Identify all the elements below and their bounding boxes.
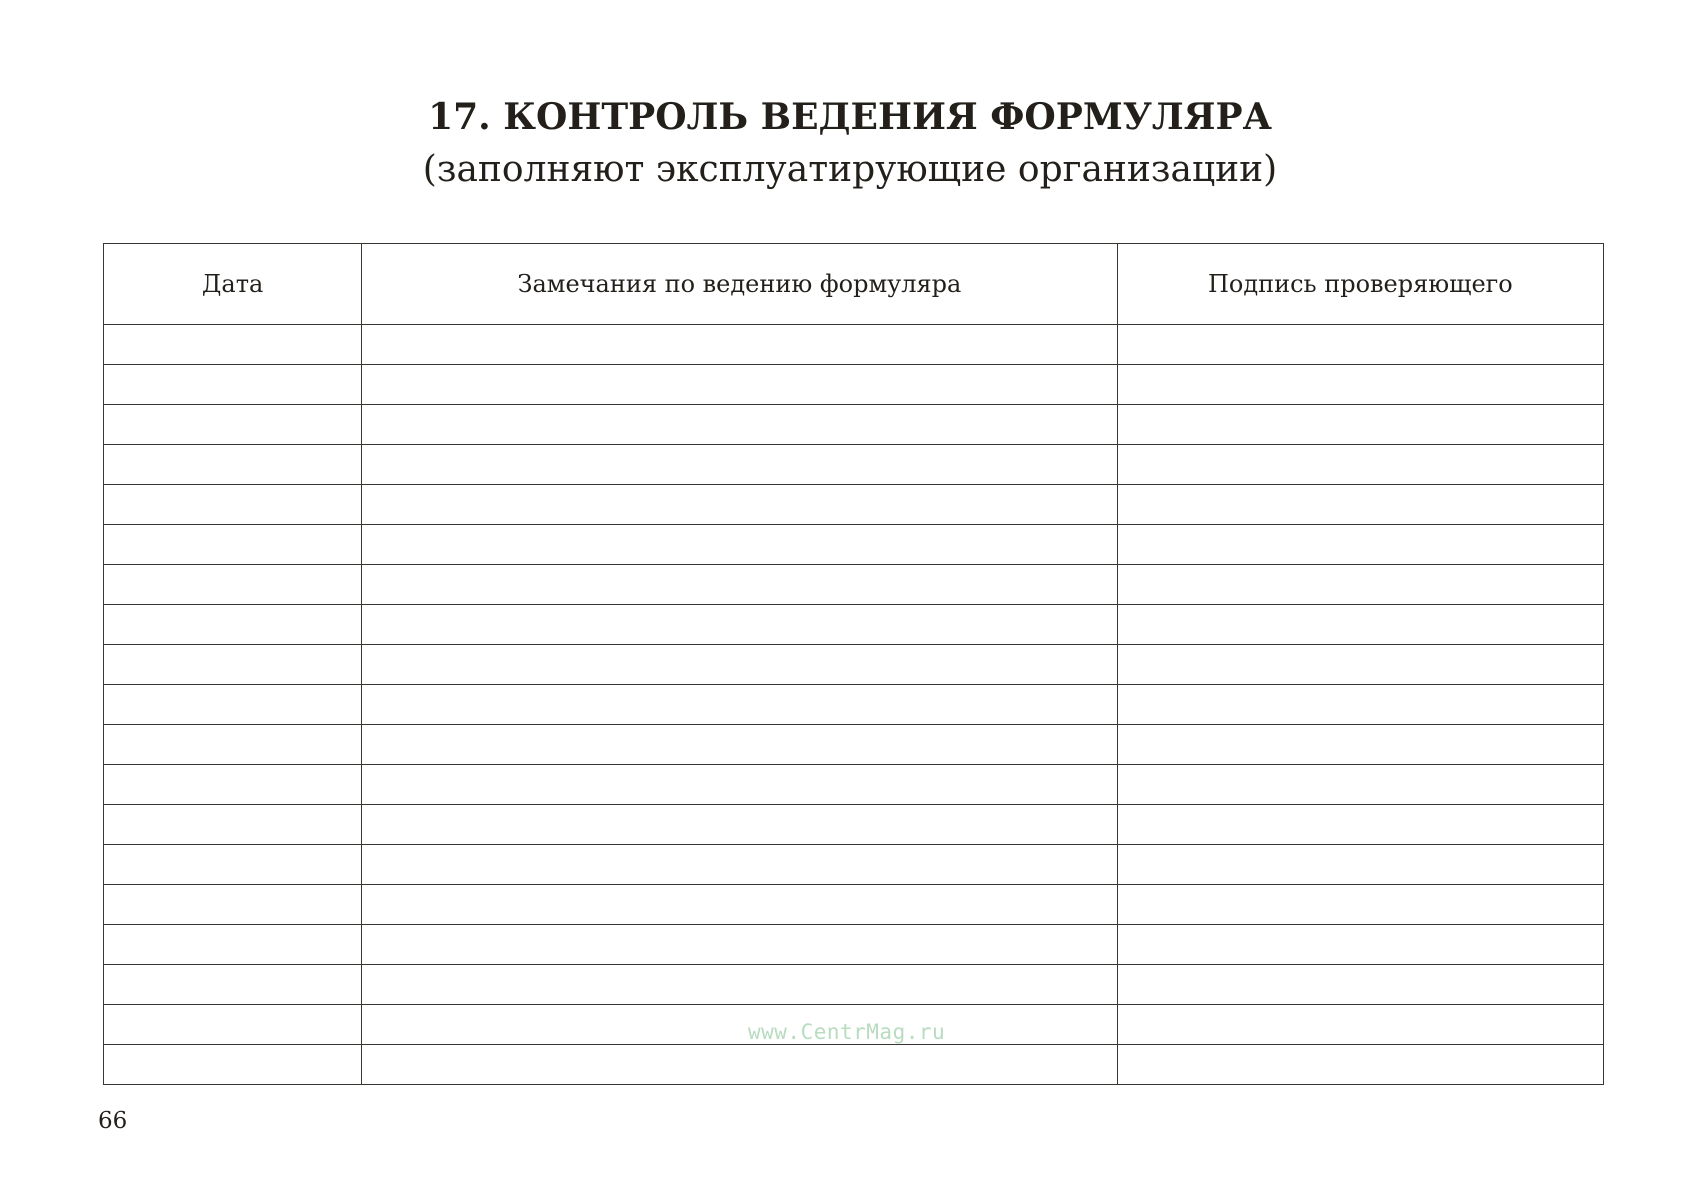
date-cell[interactable] <box>104 525 362 565</box>
date-cell[interactable] <box>104 485 362 525</box>
remarks-cell[interactable] <box>362 645 1118 685</box>
remarks-cell[interactable] <box>362 325 1118 365</box>
table-row <box>104 1045 1604 1085</box>
table-row <box>104 805 1604 845</box>
signature-cell[interactable] <box>1117 525 1603 565</box>
remarks-cell[interactable] <box>362 685 1118 725</box>
signature-cell[interactable] <box>1117 765 1603 805</box>
signature-cell[interactable] <box>1117 965 1603 1005</box>
signature-cell[interactable] <box>1117 685 1603 725</box>
date-cell[interactable] <box>104 365 362 405</box>
date-cell[interactable] <box>104 405 362 445</box>
date-cell[interactable] <box>104 645 362 685</box>
column-header-date: Дата <box>104 244 362 325</box>
signature-cell[interactable] <box>1117 365 1603 405</box>
table-row <box>104 565 1604 605</box>
table-row <box>104 405 1604 445</box>
column-header-signature: Подпись проверяющего <box>1117 244 1603 325</box>
date-cell[interactable] <box>104 1045 362 1085</box>
date-cell[interactable] <box>104 725 362 765</box>
remarks-cell[interactable] <box>362 1045 1118 1085</box>
table-row <box>104 365 1604 405</box>
remarks-cell[interactable] <box>362 445 1118 485</box>
remarks-cell[interactable] <box>362 565 1118 605</box>
remarks-cell[interactable] <box>362 805 1118 845</box>
date-cell[interactable] <box>104 685 362 725</box>
signature-cell[interactable] <box>1117 925 1603 965</box>
date-cell[interactable] <box>104 1005 362 1045</box>
table-row <box>104 765 1604 805</box>
date-cell[interactable] <box>104 565 362 605</box>
table-row <box>104 845 1604 885</box>
signature-cell[interactable] <box>1117 325 1603 365</box>
table-header-row <box>104 244 1604 325</box>
signature-cell[interactable] <box>1117 645 1603 685</box>
table-row <box>104 445 1604 485</box>
date-cell[interactable] <box>104 885 362 925</box>
table-row <box>104 685 1604 725</box>
signature-cell[interactable] <box>1117 885 1603 925</box>
table-row <box>104 1005 1604 1045</box>
page-title: 17. КОНТРОЛЬ ВЕДЕНИЯ ФОРМУЛЯРА <box>428 96 1272 138</box>
signature-cell[interactable] <box>1117 605 1603 645</box>
table-row <box>104 965 1604 1005</box>
table-body <box>104 325 1604 1085</box>
date-cell[interactable] <box>104 605 362 645</box>
table-row <box>104 885 1604 925</box>
remarks-cell[interactable] <box>362 885 1118 925</box>
signature-cell[interactable] <box>1117 845 1603 885</box>
date-cell[interactable] <box>104 325 362 365</box>
signature-cell[interactable] <box>1117 445 1603 485</box>
inspection-log-table <box>103 243 1604 1085</box>
remarks-cell[interactable] <box>362 925 1118 965</box>
table-row <box>104 645 1604 685</box>
watermark: www.CentrMag.ru <box>748 1020 946 1044</box>
signature-cell[interactable] <box>1117 805 1603 845</box>
table-row <box>104 605 1604 645</box>
page-number: 66 <box>98 1108 128 1134</box>
date-cell[interactable] <box>104 445 362 485</box>
signature-cell[interactable] <box>1117 1005 1603 1045</box>
remarks-cell[interactable] <box>362 485 1118 525</box>
signature-cell[interactable] <box>1117 725 1603 765</box>
column-header-remarks: Замечания по ведению формуляра <box>362 244 1118 325</box>
date-cell[interactable] <box>104 805 362 845</box>
page-subtitle: (заполняют эксплуатирующие организации) <box>422 149 1278 190</box>
remarks-cell[interactable] <box>362 605 1118 645</box>
table-row <box>104 325 1604 365</box>
remarks-cell[interactable] <box>362 405 1118 445</box>
date-cell[interactable] <box>104 925 362 965</box>
signature-cell[interactable] <box>1117 485 1603 525</box>
table-row <box>104 725 1604 765</box>
remarks-cell[interactable] <box>362 365 1118 405</box>
date-cell[interactable] <box>104 765 362 805</box>
date-cell[interactable] <box>104 845 362 885</box>
remarks-cell[interactable] <box>362 845 1118 885</box>
date-cell[interactable] <box>104 965 362 1005</box>
signature-cell[interactable] <box>1117 405 1603 445</box>
table-row <box>104 525 1604 565</box>
signature-cell[interactable] <box>1117 1045 1603 1085</box>
table-row <box>104 485 1604 525</box>
remarks-cell[interactable] <box>362 725 1118 765</box>
signature-cell[interactable] <box>1117 565 1603 605</box>
remarks-cell[interactable] <box>362 965 1118 1005</box>
table-row <box>104 925 1604 965</box>
remarks-cell[interactable] <box>362 765 1118 805</box>
remarks-cell[interactable] <box>362 1005 1118 1045</box>
remarks-cell[interactable] <box>362 525 1118 565</box>
